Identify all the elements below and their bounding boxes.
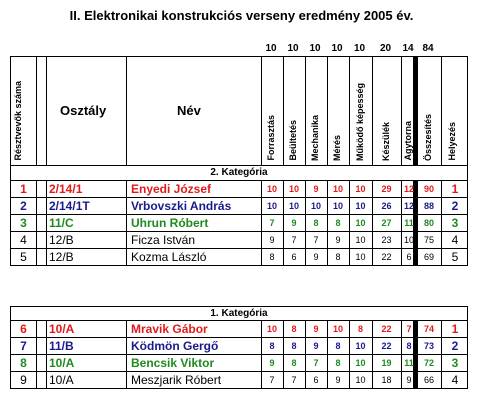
cell-divider	[36, 181, 37, 197]
name-cell: Bencsik Viktor	[131, 356, 215, 370]
participant-number: 4	[20, 233, 27, 247]
score-cell: 10	[355, 358, 366, 368]
header-nev: Név	[177, 103, 201, 118]
table-row	[10, 249, 468, 266]
cell-divider	[126, 338, 127, 354]
column-divider	[46, 57, 47, 165]
score-cell: 90	[423, 184, 434, 194]
score-cell: 12	[403, 184, 414, 194]
cell-divider	[46, 215, 47, 231]
header-score-label: Összesítés	[423, 113, 433, 161]
score-cell: 9	[291, 218, 297, 228]
score-cell: 23	[381, 235, 392, 245]
table-row	[10, 215, 468, 232]
category-label: 2. Kategória	[10, 166, 468, 181]
class-cell: 10/A	[49, 356, 75, 370]
score-cell: 10	[266, 324, 277, 334]
category-section-1	[10, 306, 468, 389]
cell-divider	[46, 249, 47, 265]
category-section-2	[10, 166, 468, 266]
class-cell: 10/A	[49, 373, 74, 387]
max-points-cell: 10	[287, 43, 299, 54]
header-score-label: Készülék	[380, 121, 391, 161]
cell-divider	[36, 215, 37, 231]
score-cell: 10	[288, 184, 299, 194]
score-cell: 10	[332, 184, 343, 194]
column-divider-thick	[413, 57, 417, 165]
page-title: II. Elektronikai konstrukciós verseny eredmény 2005 év.	[69, 8, 414, 23]
score-cell: 7	[269, 375, 275, 385]
max-points-cell: 14	[402, 43, 414, 54]
class-cell: 11/C	[49, 216, 74, 230]
table-row	[10, 338, 468, 355]
score-cell: 22	[381, 252, 392, 262]
cell-divider	[46, 198, 47, 214]
cell-divider	[46, 181, 47, 197]
score-cell: 7	[313, 235, 319, 245]
column-divider	[349, 57, 350, 165]
name-cell: Ködmön Gergő	[131, 339, 219, 353]
column-divider	[441, 57, 442, 165]
placement-cell: 5	[451, 250, 459, 264]
max-points-cell: 10	[265, 43, 277, 54]
class-cell: 10/A	[49, 322, 75, 336]
score-cell: 8	[313, 218, 319, 228]
max-points-cell: 10	[331, 43, 343, 54]
score-cell: 18	[381, 375, 392, 385]
cell-divider	[36, 232, 37, 248]
cell-divider	[126, 232, 127, 248]
score-cell: 9	[313, 324, 319, 334]
cell-divider	[36, 372, 37, 388]
score-cell: 10	[355, 252, 366, 262]
header-score-label: Mechanika	[310, 114, 320, 161]
cell-divider	[46, 338, 47, 354]
max-points-row	[0, 43, 483, 55]
score-cell: 10	[355, 235, 366, 245]
score-cell: 69	[423, 252, 434, 262]
cell-divider	[36, 321, 37, 337]
score-cell: 19	[381, 358, 392, 368]
column-divider	[36, 57, 37, 165]
cell-divider	[46, 372, 47, 388]
table-row	[10, 355, 468, 372]
score-cell: 11	[404, 218, 414, 228]
cell-divider	[126, 321, 127, 337]
score-cell: 74	[423, 324, 434, 334]
participant-number: 1	[20, 182, 27, 196]
score-cell: 10	[355, 218, 366, 228]
score-cell: 9	[335, 375, 341, 385]
score-cell: 29	[381, 184, 392, 194]
cell-divider	[46, 355, 47, 371]
score-cell: 80	[423, 218, 434, 228]
score-cell: 9	[406, 375, 412, 385]
participant-number: 9	[20, 373, 27, 387]
column-divider	[283, 57, 284, 165]
cell-divider	[36, 338, 37, 354]
score-cell: 6	[291, 252, 297, 262]
score-cell: 6	[406, 252, 412, 262]
score-cell: 9	[269, 358, 275, 368]
placement-cell: 2	[451, 339, 459, 353]
placement-cell: 3	[451, 356, 459, 370]
score-cell: 8	[357, 324, 363, 334]
max-points-cell: 10	[309, 43, 321, 54]
score-cell: 26	[381, 201, 392, 211]
cell-divider	[126, 249, 127, 265]
participant-number: 8	[20, 356, 27, 370]
score-cell: 10	[310, 201, 321, 211]
placement-cell: 2	[451, 199, 459, 213]
cell-divider	[126, 215, 127, 231]
score-cell: 8	[335, 358, 341, 368]
score-cell: 66	[423, 375, 434, 385]
header-helyezes: Helyezés	[447, 122, 457, 161]
score-cell: 8	[291, 358, 297, 368]
placement-cell: 1	[451, 322, 459, 336]
participant-number: 2	[20, 199, 27, 213]
score-cell: 8	[335, 252, 341, 262]
score-cell: 8	[269, 341, 275, 351]
score-cell: 7	[313, 358, 319, 368]
score-cell: 8	[335, 218, 341, 228]
score-cell: 75	[423, 235, 434, 245]
table-header	[10, 56, 468, 166]
score-cell: 9	[313, 341, 319, 351]
placement-cell: 3	[451, 216, 459, 230]
name-cell: Uhrun Róbert	[131, 216, 209, 230]
score-cell: 10	[332, 324, 343, 334]
header-score-label: Beültetés	[288, 120, 298, 161]
cell-divider	[126, 181, 127, 197]
class-cell: 12/B	[49, 233, 74, 247]
name-cell: Ficza István	[131, 233, 196, 247]
table-row	[10, 372, 468, 389]
score-cell: 8	[406, 341, 412, 351]
score-cell: 7	[269, 218, 275, 228]
score-cell: 10	[355, 375, 366, 385]
header-resztvevok: Résztvevők száma	[13, 81, 23, 161]
score-cell: 12	[403, 201, 414, 211]
header-score-label: Agytorna	[403, 121, 413, 161]
placement-cell: 4	[451, 233, 459, 247]
score-cell: 10	[403, 235, 414, 245]
max-points-cell: 84	[422, 43, 434, 54]
table-row	[10, 321, 468, 338]
cell-divider	[36, 198, 37, 214]
score-cell: 10	[332, 201, 343, 211]
max-points-cell: 20	[379, 43, 392, 54]
column-divider	[261, 57, 262, 165]
cell-divider	[126, 372, 127, 388]
participant-number: 6	[20, 322, 27, 336]
score-cell: 8	[291, 324, 297, 334]
class-cell: 11/B	[49, 339, 74, 353]
score-cell: 10	[266, 184, 277, 194]
score-cell: 10	[355, 184, 366, 194]
table-row	[10, 232, 468, 249]
column-divider	[305, 57, 306, 165]
score-cell: 9	[335, 235, 341, 245]
participant-number: 3	[20, 216, 27, 230]
name-cell: Vrbovszki András	[131, 199, 232, 213]
score-cell: 10	[288, 201, 299, 211]
header-osztaly: Osztály	[60, 103, 107, 118]
score-cell: 9	[269, 235, 275, 245]
header-score-label: Forrasztás	[266, 115, 276, 161]
class-cell: 2/14/1T	[49, 199, 90, 213]
cell-divider	[46, 232, 47, 248]
score-cell: 73	[423, 341, 434, 351]
participant-number: 7	[20, 339, 27, 353]
score-cell: 7	[291, 375, 297, 385]
score-cell: 10	[355, 201, 366, 211]
table-row	[10, 198, 468, 215]
score-cell: 7	[406, 324, 412, 334]
placement-cell: 1	[451, 182, 459, 196]
name-cell: Enyedi József	[131, 182, 212, 196]
score-cell: 88	[423, 201, 434, 211]
column-divider	[372, 57, 373, 165]
name-cell: Mravik Gábor	[131, 322, 208, 336]
column-divider	[327, 57, 328, 165]
column-divider	[126, 57, 127, 165]
class-cell: 2/14/1	[49, 182, 83, 196]
cell-divider	[46, 321, 47, 337]
column-divider	[417, 57, 418, 165]
cell-divider	[36, 355, 37, 371]
max-points-cell: 10	[353, 43, 366, 54]
cell-divider	[126, 355, 127, 371]
table-row	[10, 181, 468, 198]
score-cell: 27	[381, 218, 392, 228]
category-label: 1. Kategória	[10, 306, 468, 321]
class-cell: 12/B	[49, 250, 74, 264]
score-cell: 22	[381, 324, 392, 334]
score-cell: 8	[269, 252, 275, 262]
name-cell: Kozma László	[131, 250, 207, 264]
score-cell: 7	[291, 235, 297, 245]
score-cell: 72	[423, 358, 434, 368]
cell-divider	[126, 198, 127, 214]
participant-number: 5	[20, 250, 27, 264]
score-cell: 6	[313, 375, 319, 385]
column-divider	[401, 57, 402, 165]
score-cell: 11	[404, 358, 414, 368]
score-cell: 22	[381, 341, 392, 351]
name-cell: Meszjarik Róbert	[131, 373, 222, 387]
score-cell: 9	[313, 252, 319, 262]
placement-cell: 4	[451, 373, 459, 387]
header-score-label: Mérés	[332, 134, 342, 161]
header-score-label: Működő képesség	[354, 82, 365, 161]
score-cell: 10	[266, 201, 277, 211]
score-cell: 9	[313, 184, 319, 194]
cell-divider	[36, 249, 37, 265]
score-cell: 8	[291, 341, 297, 351]
score-cell: 8	[335, 341, 341, 351]
score-cell: 10	[355, 341, 366, 351]
